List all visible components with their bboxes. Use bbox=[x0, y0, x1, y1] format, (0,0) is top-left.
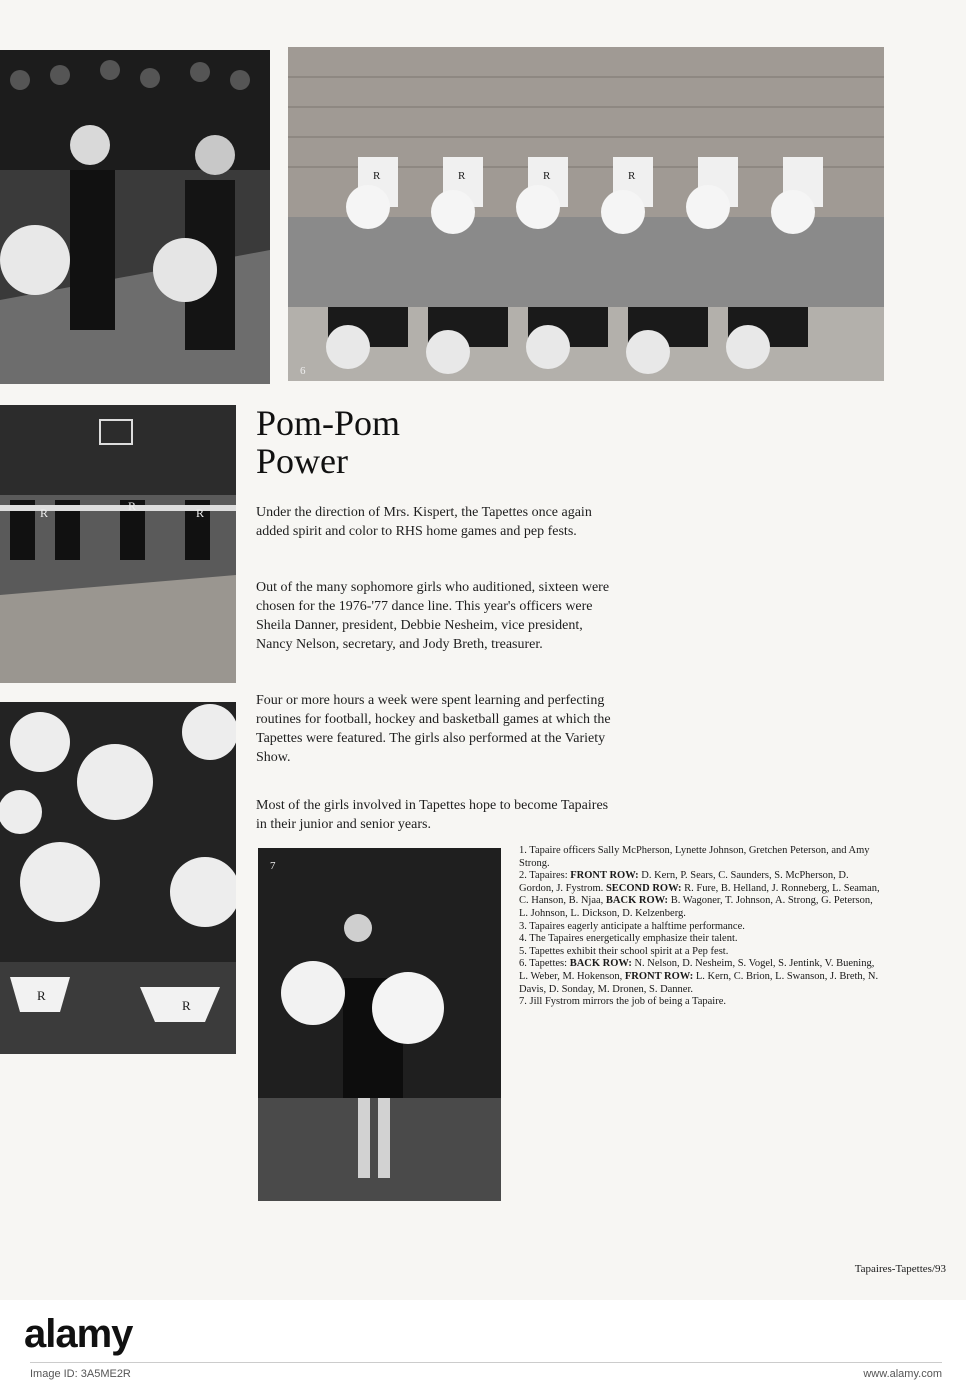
photo-raised-pompoms bbox=[0, 702, 236, 1054]
photo-captions bbox=[519, 845, 884, 1009]
photo-dancers-sideline bbox=[0, 50, 270, 384]
caption-1: 1. Tapaire officers Sally McPherson, Lynette Johnson, Gretchen Peterson, and Amy Strong. bbox=[519, 845, 870, 869]
article-title-line1: Pom-Pom bbox=[256, 403, 401, 443]
photo-gym-performance bbox=[0, 405, 236, 683]
article-title bbox=[256, 404, 400, 480]
sweater-letter: R bbox=[458, 170, 466, 182]
caption-4: 4. The Tapaires energetically emphasize their talent. bbox=[519, 933, 738, 945]
image-id: Image ID: 3A5ME2R bbox=[30, 1368, 131, 1380]
sweater-letter: R bbox=[373, 170, 381, 182]
footer-url[interactable]: www.alamy.com bbox=[863, 1368, 942, 1380]
photo-tapettes-group bbox=[288, 47, 884, 381]
article-paragraph: Out of the many sophomore girls who auditioned, sixteen were chosen for the 1976-'77 dance line. This year's officers were Sheila Danner, president, Debbie Nesheim, vice president, Nancy Nelson, secretary, and Jody Breth, treasurer. bbox=[256, 580, 610, 652]
footer-divider bbox=[30, 1362, 942, 1363]
photo-number: 7 bbox=[270, 860, 276, 872]
caption-6: 6. Tapettes: BACK ROW: N. Nelson, D. Nesheim, S. Vogel, S. Jentink, V. Buening, L. Weber, M. Hokenson, FRONT ROW: L. Kern, C. Brion, L. Swanson, J. Breth, N. Davis, D. Sonday, M. Dronen, S. Danner. bbox=[519, 958, 879, 995]
sweater-letter: R bbox=[40, 506, 49, 520]
article-paragraph: Under the direction of Mrs. Kispert, the Tapettes once again added spirit and color to RHS home games and pep fests. bbox=[256, 505, 592, 539]
photo-number: 6 bbox=[300, 365, 306, 377]
caption-7: 7. Jill Fystrom mirrors the job of being a Tapaire. bbox=[519, 996, 726, 1008]
sweater-letter: R bbox=[182, 998, 191, 1013]
caption-2: 2. Tapaires: FRONT ROW: D. Kern, P. Sears, C. Saunders, S. McPherson, D. Gordon, J. Fystrom. SECOND ROW: R. Fure, B. Helland, J. Ronneberg, L. Seaman, C. Hanson, B. Njaa, BACK ROW: B. Wagoner, T. Johnson, A. Strong, G. Peterson, L. Johnson, L. Dickson, D. Kelzenberg. bbox=[519, 870, 880, 919]
sweater-letter: R bbox=[196, 506, 205, 520]
article-paragraph: Four or more hours a week were spent learning and perfecting routines for football, hockey and basketball games at which the Tapettes were featured. The girls also performed at the Variety Show. bbox=[256, 693, 611, 765]
sweater-letter: R bbox=[628, 170, 636, 182]
caption-5: 5. Tapettes exhibit their school spirit at a Pep fest. bbox=[519, 945, 729, 957]
sweater-letter: R bbox=[543, 170, 551, 182]
stock-footer bbox=[0, 1300, 966, 1390]
sweater-letter: R bbox=[128, 499, 137, 513]
article-title-line2: Power bbox=[256, 441, 348, 481]
stock-logo: alamy bbox=[24, 1312, 133, 1356]
page-folio: Tapaires-Tapettes/93 bbox=[854, 1263, 946, 1275]
sweater-letter: R bbox=[37, 988, 46, 1003]
photo-tapaire-dancer bbox=[258, 848, 501, 1201]
footer-info bbox=[30, 1368, 942, 1380]
article-paragraph: Most of the girls involved in Tapettes hope to become Tapaires in their junior and senior years. bbox=[256, 798, 609, 832]
caption-3: 3. Tapaires eagerly anticipate a halftime performance. bbox=[519, 920, 745, 932]
